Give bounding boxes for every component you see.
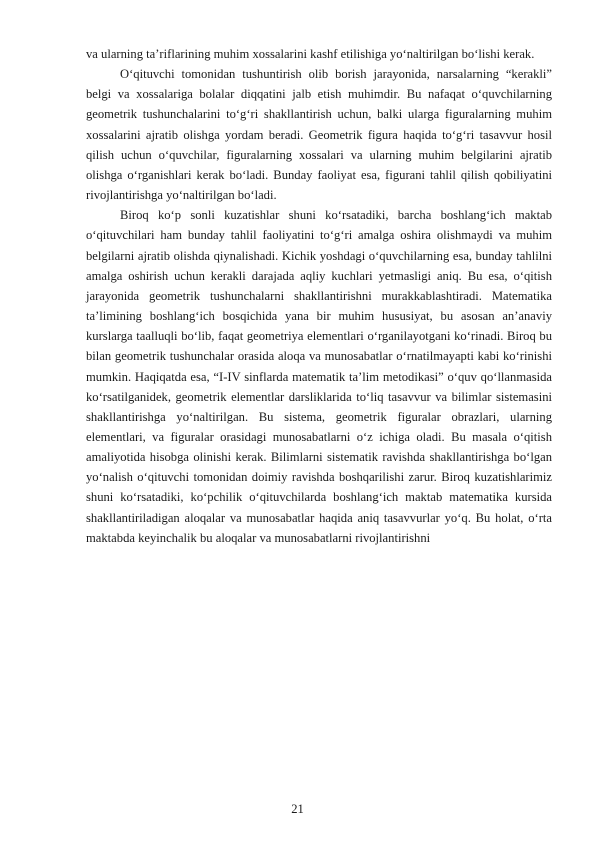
paragraph-continuation: va ularning ta’riflarining muhim xossalarini kashf etilishiga yo‘naltirilgan bo‘lishi kerak.: [86, 47, 535, 61]
paragraph-teacher-explanation: O‘qituvchi tomonidan tushuntirish olib borish jarayonida, narsalarning “kerakli” belgi va xossalariga bolalar diqqatini jalb etish muhimdir. Bu nafaqat o‘quvchilarning geometrik tushunchalarini to‘g‘ri shakllantirish uchun, balki ularga figuralarning muhim xossalarini ajratib olishga yordam beradi. Geometrik figura haqida to‘g‘ri tasavvur hosil qilish uchun o‘quvchilar, figuralarning xossalari va ularning muhim belgilarini ajratib olishga o‘rganishlari kerak bo‘ladi. Bunday faoliyat esa, figurani tahlil qilish qobiliyatini rivojlantirishga yo‘naltirilgan bo‘ladi.: [86, 67, 552, 203]
page-number: 21: [291, 802, 304, 816]
paragraph-observations: Biroq ko‘p sonli kuzatishlar shuni ko‘rsatadiki, barcha boshlang‘ich maktab o‘qituvchilari ham bunday tahlil faoliyatini to‘g‘ri amalga oshira olishmaydi va muhim belgilarni ajratib olishda qiynalishadi. Kichik yoshdagi o‘quvchilarning esa, bunday tahlilni amalga oshirish uchun kerakli darajada aqliy kuchlari yetmasligi aniq. Bu esa, o‘qitish jarayonida geometrik tushunchalarni shakllantirishni murakkablashtiradi. Matematika ta’limining boshlang‘ich bosqichida yana bir muhim hususiyat, bu asosan an’anaviy kurslarga taalluqli bo‘lib, faqat geometriya elementlari o‘rganilayotgani ko‘rinadi. Biroq bu bilan geometrik tushunchalar orasida aloqa va munosabatlar o‘rnatilmayapti kabi ko‘rinishi mumkin. Haqiqatda esa, “I-IV sinflarda matematik ta’lim metodikasi” o‘quv qo‘llanmasida ko‘rsatilganidek, geometrik elementlar darsliklarida to‘liq tasavvur va bilimlar sistemasini shakllantirishga yo‘naltirilgan. Bu sistema, geometrik figuralar obrazlari, ularning elementlari, va figuralar orasidagi munosabatlarni o‘z ichiga oladi. Bu masala o‘qitish amaliyotida hisobga olinishi kerak. Bilimlarni sistematik ravishda shakllantirishga bo‘lgan yo‘nalish o‘qituvchi tomonidan doimiy ravishda boshqarilishi zarur. Biroq kuzatishlarimiz shuni ko‘rsatadiki, ko‘pchilik o‘qituvchilarda boshlang‘ich maktab matematika kursida shakllantiriladigan aloqalar va munosabatlar haqida aniq tasavvurlar yo‘q. Bu holat, o‘rta maktabda keyinchalik bu aloqalar va munosabatlarni rivojlantirishni: [86, 208, 552, 545]
page-body: [86, 44, 552, 548]
